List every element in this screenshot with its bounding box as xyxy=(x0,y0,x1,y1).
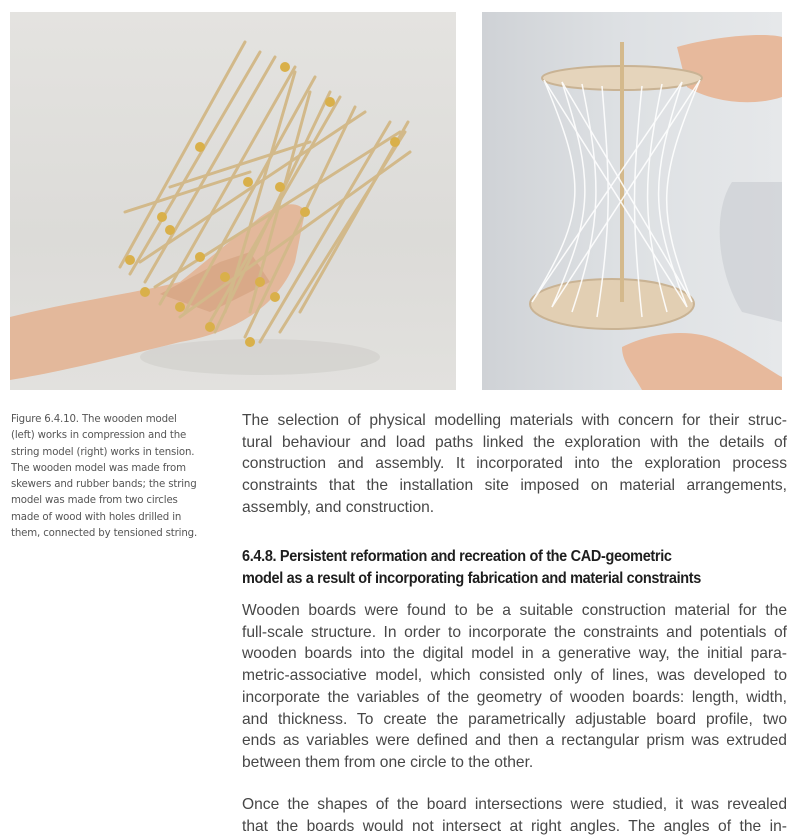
heading-line: 6.4.8. Persistent reformation and recreation of the CAD-geometric xyxy=(242,548,672,565)
caption-line: them, connected by tensioned string. xyxy=(11,528,198,540)
caption-line: made of wood with holes drilled in xyxy=(11,511,182,523)
paragraph-line: tural behaviour and load paths linked the exploration with the details of xyxy=(242,433,787,451)
paragraph-line: assembly, and construction. xyxy=(242,498,435,516)
paragraph-line: ends as variables were defined and then a rectangular prism was extruded xyxy=(242,732,787,750)
heading-line: model as a result of incorporating fabrication and material constraints xyxy=(242,570,701,587)
caption-line: model was made from two circles xyxy=(11,495,178,507)
paragraph-line: construction and assembly. It incorporated into the exploration process xyxy=(242,455,787,473)
paragraph-line: and thickness. To create the parametrically adjustable board profile, two xyxy=(242,710,787,728)
paragraph-line: metric-associative model, which consisted only of lines, was developed to xyxy=(242,667,787,685)
body-paragraph-2 xyxy=(242,600,787,774)
caption-line: (left) works in compression and the xyxy=(11,430,187,442)
paragraph-line: constraints that the installation site imposed on material arrangements, xyxy=(242,477,787,495)
figure-photo-string-model xyxy=(482,12,782,390)
body-paragraph-1 xyxy=(242,410,787,519)
figure-photo-wooden-model xyxy=(10,12,456,390)
wooden-model-illustration xyxy=(10,12,456,390)
caption-line: The wooden model was made from xyxy=(11,462,186,474)
paragraph-line: that the boards would not intersect at right angles. The angles of the in- xyxy=(242,817,787,835)
caption-line: string model (right) works in tension. xyxy=(11,446,195,458)
paragraph-line: wooden boards into the digital model in a generative way, the initial para- xyxy=(242,645,787,663)
paragraph-line: Wooden boards were found to be a suitable construction material for the xyxy=(242,602,787,619)
paragraph-line: The selection of physical modelling materials with concern for their struc- xyxy=(242,412,787,429)
paragraph-line: between them from one circle to the other. xyxy=(242,753,534,771)
paragraph-line: incorporate the variables of the geometry of wooden boards: length, width, xyxy=(242,688,787,706)
section-heading xyxy=(242,546,754,590)
figure-caption xyxy=(11,412,226,542)
caption-line: Figure 6.4.10. The wooden model xyxy=(11,414,177,425)
string-model-illustration xyxy=(482,12,782,390)
paragraph-line: full-scale structure. In order to incorporate the constraints and potentials of xyxy=(242,623,787,641)
caption-line: skewers and rubber bands; the string xyxy=(11,479,197,491)
paragraph-line: Once the shapes of the board intersections were studied, it was revealed xyxy=(242,796,787,813)
body-paragraph-3 xyxy=(242,794,787,837)
